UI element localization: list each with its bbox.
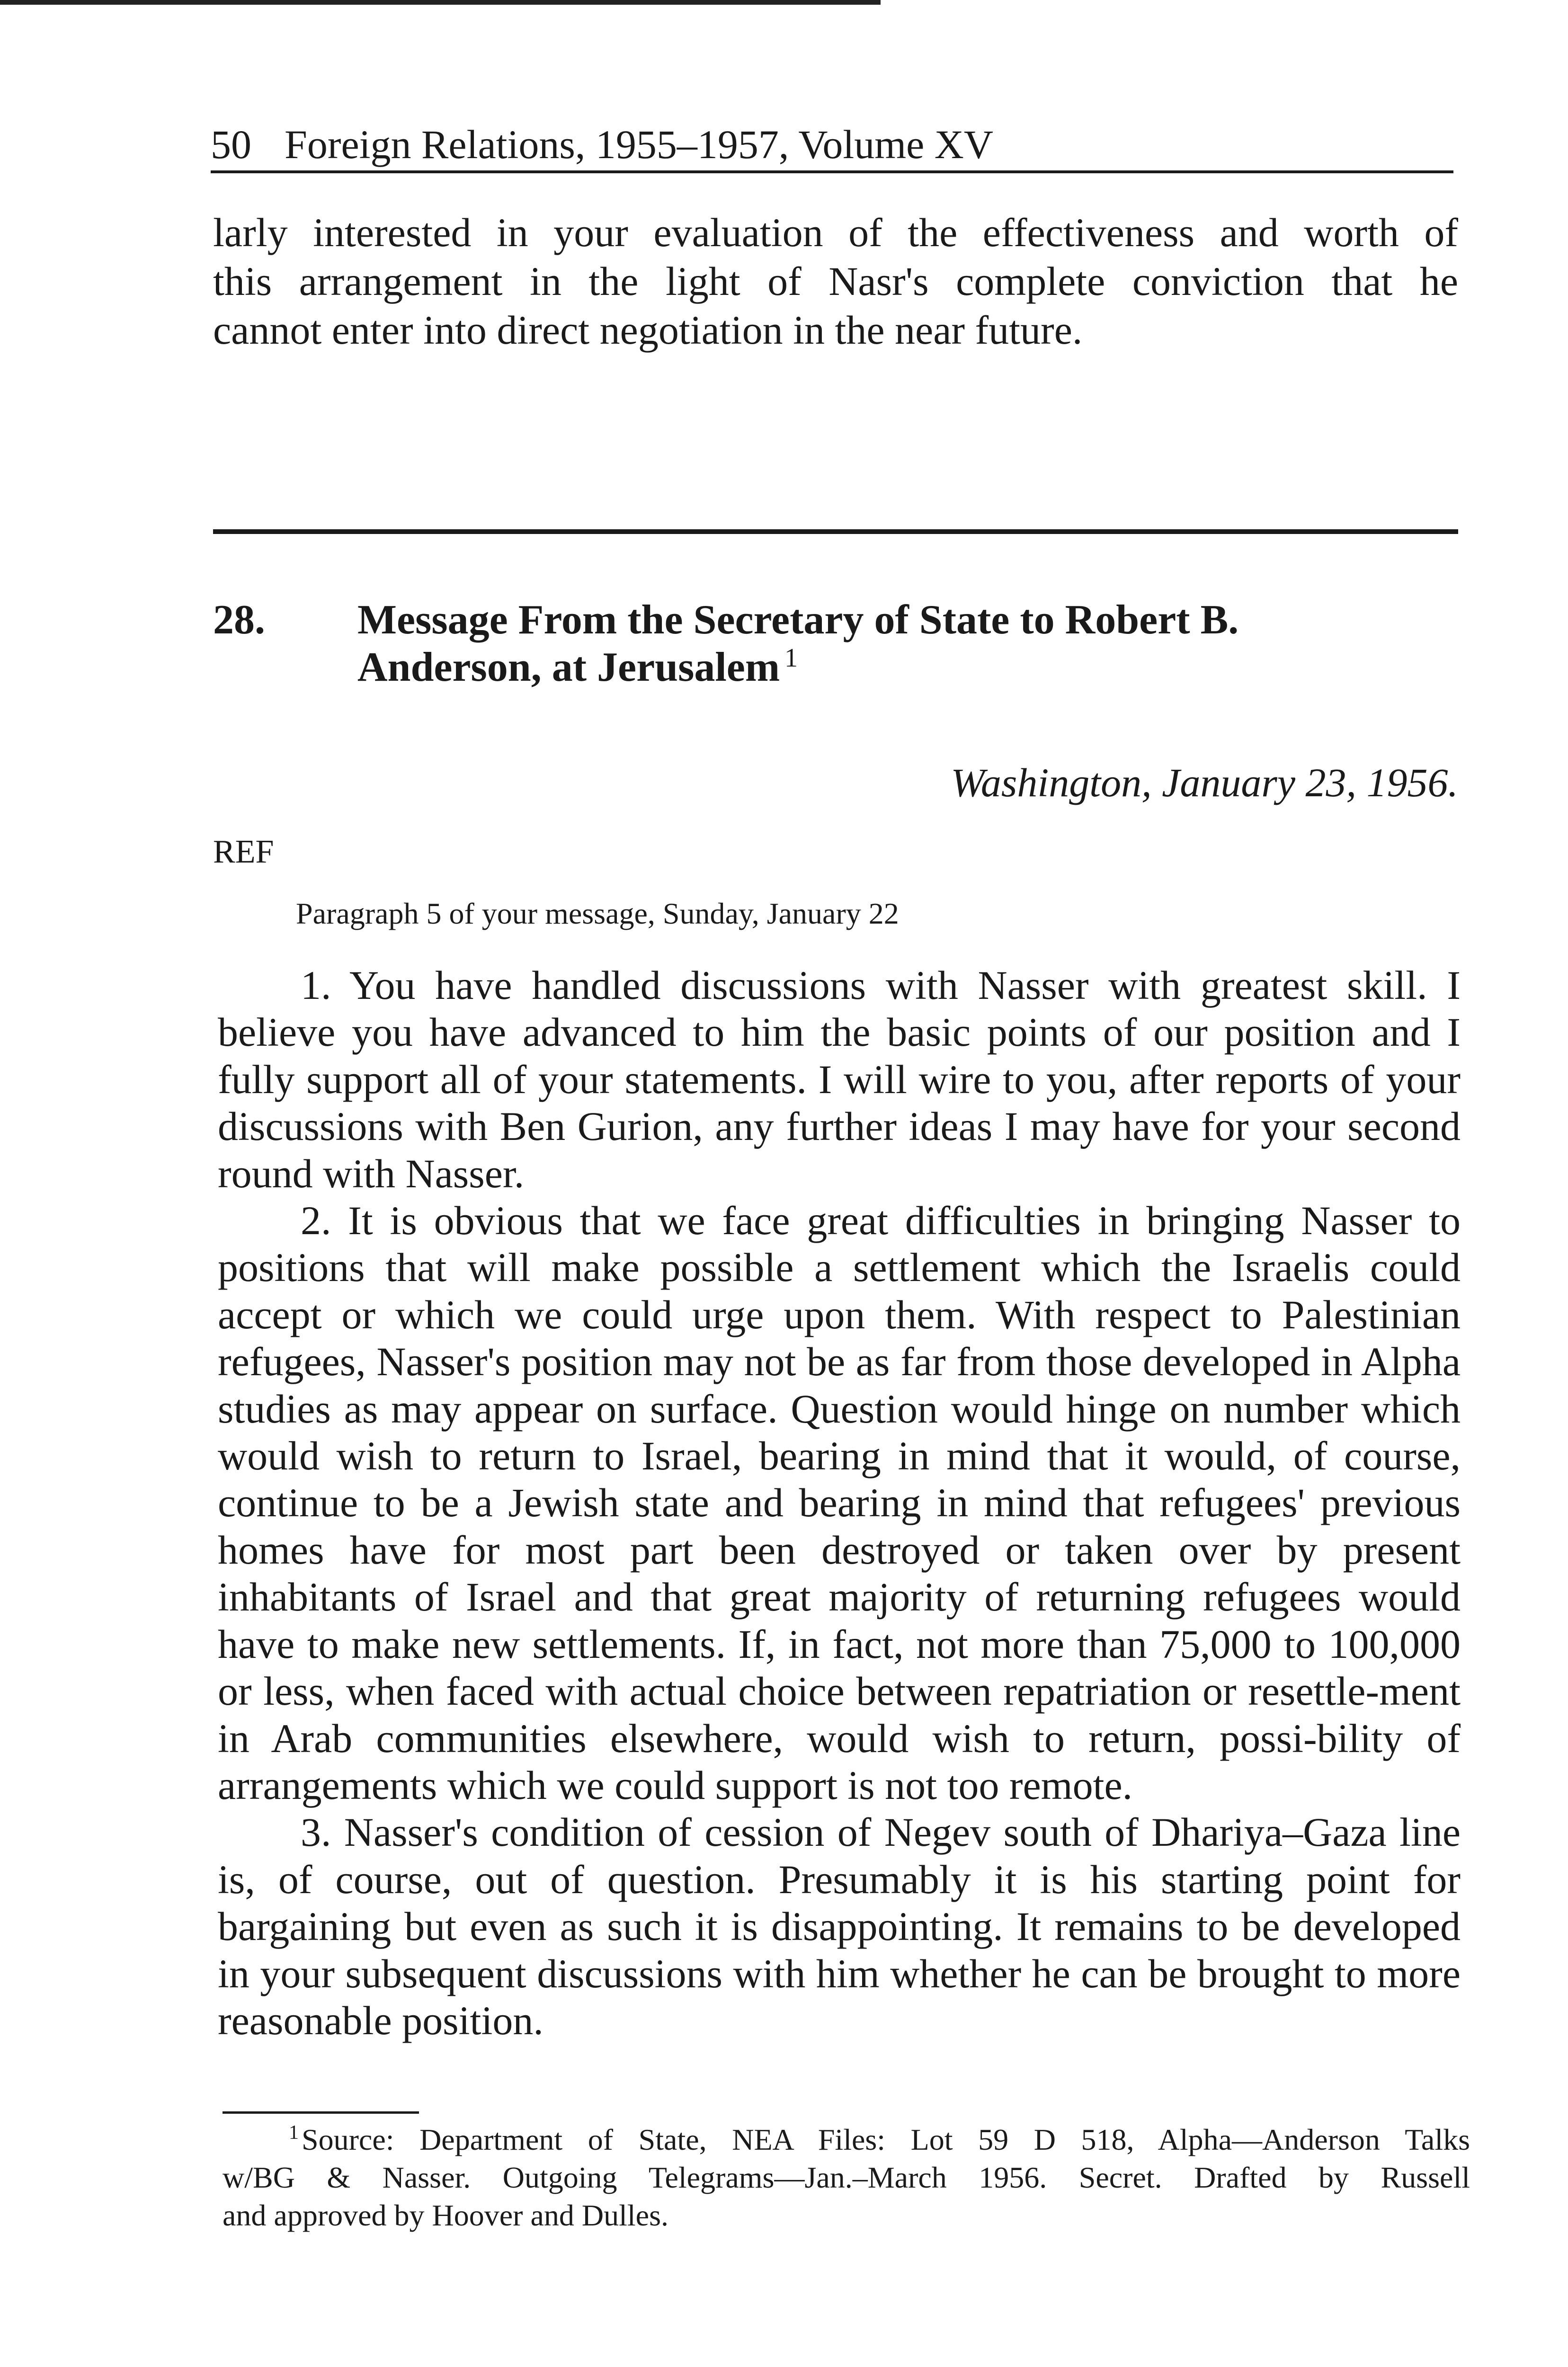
- footnote: [223, 2121, 1470, 2234]
- message-body: [218, 962, 1461, 2044]
- intro-text: [213, 208, 1458, 355]
- document-title-line: [357, 644, 1446, 691]
- intro-line: cannot enter into direct negotiation in the near future.: [213, 307, 1083, 353]
- running-head: [211, 118, 1453, 173]
- footnote-rule: [223, 2111, 419, 2114]
- footnote-marker: 1: [289, 2122, 299, 2144]
- paragraph: 3. Nasser's condition of cession of Negev south of Dhariya–Gaza line is, of course, out of question. Presumably it is his starting point for bargaining but even as such it is disappointing. It remains to be developed in your subsequent discussions with him whether he can be brought to more reasonable position.: [218, 1809, 1461, 2043]
- intro-line: larly interested in your evaluation of the effectiveness and worth of: [213, 210, 1458, 255]
- footnote-line: w/BG & Nasser. Outgoing Telegrams—Jan.–March 1956. Secret. Drafted by Russell: [223, 2161, 1470, 2194]
- intro-line: this arrangement in the light of Nasr's complete conviction that he: [213, 258, 1458, 304]
- footnote-line: [223, 2121, 1470, 2159]
- paragraph: 1. You have handled discussions with Nasser with greatest skill. I believe you have advanced to him the basic points of our position and I fully support all of your statements. I will wire to you, after reports of your discussions with Ben Gurion, any further ideas I may have for your second round with Nasser.: [218, 962, 1461, 1196]
- document-number: 28.: [213, 597, 265, 643]
- section-divider: [213, 529, 1458, 534]
- page-number: 50: [211, 122, 251, 167]
- scan-top-edge: [0, 0, 881, 5]
- ref-text: Paragraph 5 of your message, Sunday, January 22: [296, 897, 899, 930]
- volume-title: Foreign Relations, 1955–1957, Volume XV: [285, 122, 994, 167]
- dateline: Washington, January 23, 1956.: [951, 760, 1458, 805]
- footnote-reference[interactable]: 1: [784, 643, 798, 673]
- paragraph: 2. It is obvious that we face great difficulties in bringing Nasser to positions that will make possible a settlement which the Israelis could accept or which we could urge upon them. With respect to Palestinian refugees, Nasser's position may not be as far from those developed in Alpha studies as may appear on surface. Question would hinge on number which would wish to return to Israel, bearing in mind that it would, of course, continue to be a Jewish state and bearing in mind that refugees' previous homes have for most part been destroyed or taken over by present inhabitants of Israel and that great majority of returning refugees would have to make new settlements. If, in fact, not more than 75,000 to 100,000 or less, when faced with actual choice between repatriation or resettle-ment in Arab communities elsewhere, would wish to return, possi-bility of arrangements which we could support is not too remote.: [218, 1198, 1461, 1808]
- footnote-line: and approved by Hoover and Dulles.: [223, 2198, 668, 2232]
- footnote-text: Source: Department of State, NEA Files: Lot 59 D 518, Alpha—Anderson Talks: [302, 2123, 1470, 2156]
- document-title: [357, 596, 1446, 691]
- document-title-line: Message From the Secretary of State to Robert B.: [357, 597, 1239, 643]
- document-title-text: Anderson, at Jerusalem: [357, 644, 780, 690]
- ref-label: REF: [213, 834, 274, 870]
